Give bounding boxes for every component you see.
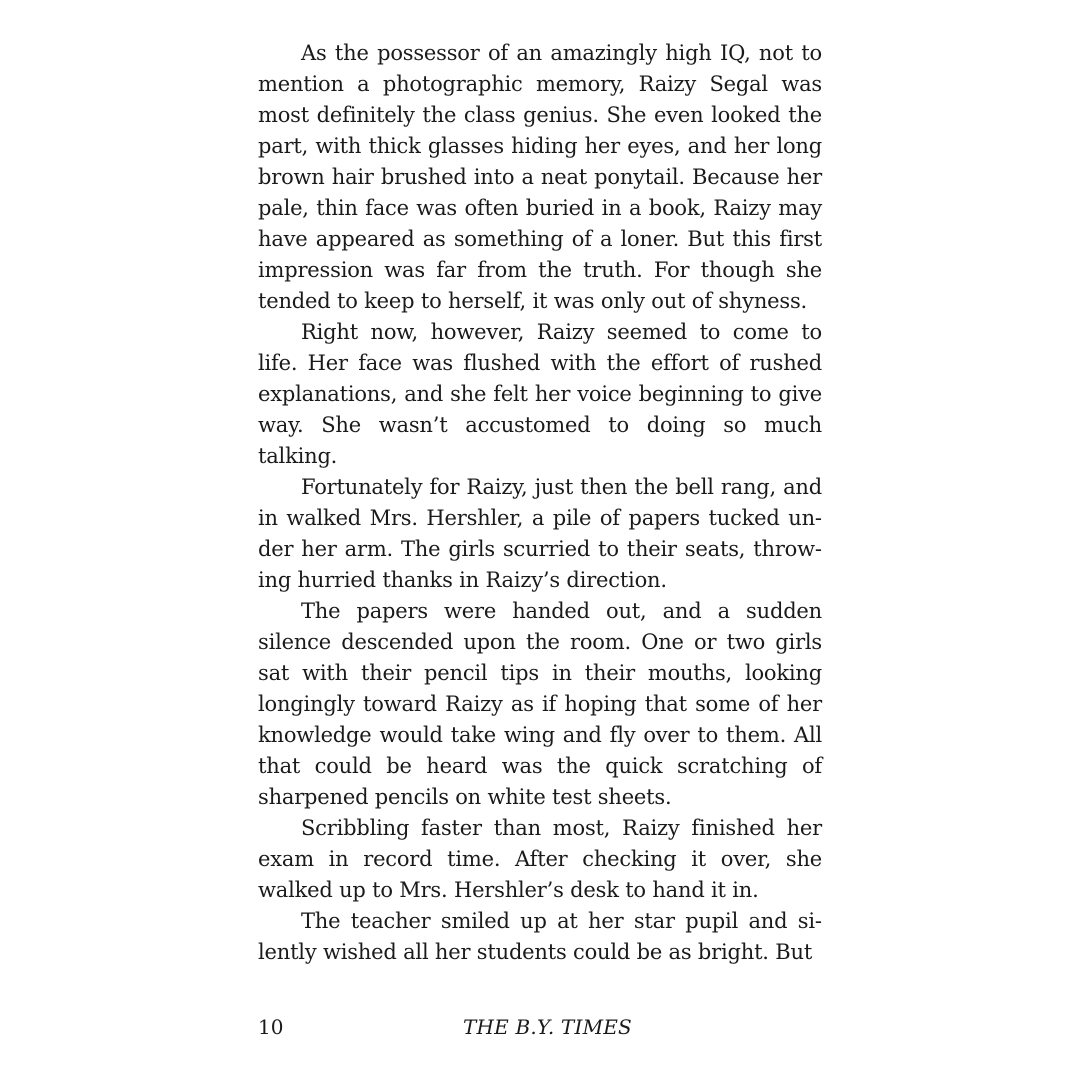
paragraph-4: The papers were handed out, and a sudden silence descended upon the room. One or two girls sat with their pencil tips in their mouths, looking longingly toward Raizy as if hoping that some of her knowledge would take wing and fly over to them. All that could be heard was the quick scratching of sharpened pencils on white test sheets. [258,599,822,809]
paragraph-3: Fortunately for Raizy, just then the bell rang, and in walked Mrs. Hershler, a pile of papers tucked under her arm. The girls scurried to their seats, throwing hurried thanks in Raizy’s direction. [258,475,822,592]
paragraph-6: The teacher smiled up at her star pupil and silently wished all her students could be as bright. But [258,909,822,964]
body-text [258,38,822,968]
paragraph-2: Right now, however, Raizy seemed to come to life. Her face was flushed with the effort of rushed explanations, and she felt her voice beginning to give way. She wasn’t accustomed to doing so much talking. [258,320,822,468]
paragraph-1: As the possessor of an amazingly high IQ, not to mention a photographic memory, Raizy Segal was most definitely the class genius. She even looked the part, with thick glasses hiding her eyes, and her long brown hair brushed into a neat ponytail. Because her pale, thin face was often buried in a book, Raizy may have appeared as something of a loner. But this first impression was far from the truth. For though she tended to keep to herself, it was only out of shyness. [258,41,822,313]
page-number: 10 [258,1015,284,1039]
page-footer [258,1012,822,1042]
running-title: THE B.Y. TIMES [463,1015,632,1039]
paragraph-5: Scribbling faster than most, Raizy finished her exam in record time. After checking it over, she walked up to Mrs. Hershler’s desk to hand it in. [258,816,822,902]
